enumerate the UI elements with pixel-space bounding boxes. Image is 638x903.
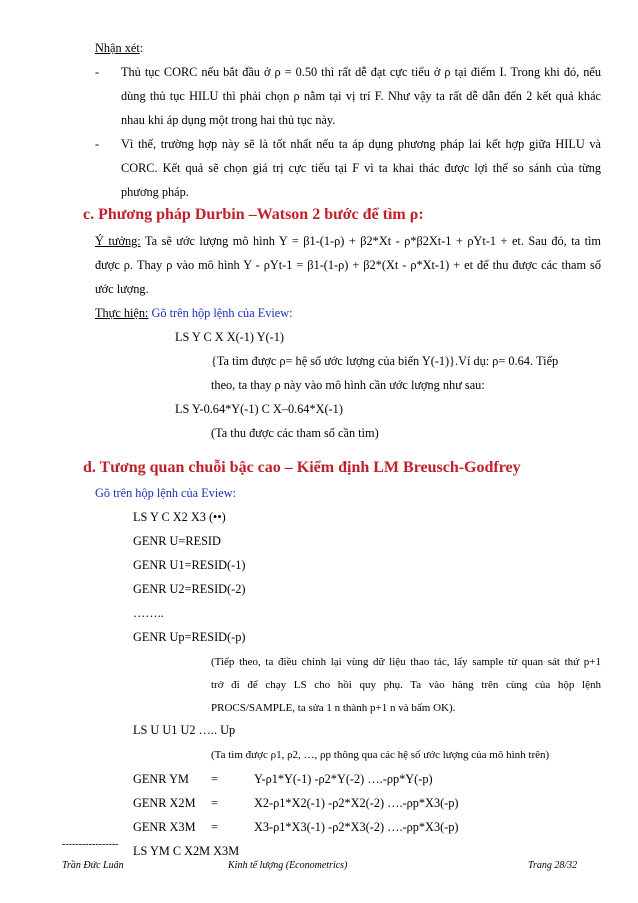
footer-rule: -----------------: [62, 839, 119, 850]
command-line: GENR Up=RESID(-p): [133, 630, 246, 644]
command-line: GENR U=RESID: [133, 534, 221, 548]
note-rho: (Ta tìm được ρ1, ρ2, …, ρp thông qua các hệ số ước lượng của mô hình trên): [211, 749, 550, 761]
section-d-heading: d. Tương quan chuỗi bậc cao – Kiểm định LM Breusch-Godfrey: [83, 459, 521, 476]
footer-course: Kinh tế lượng (Econometrics): [228, 860, 348, 871]
command-line: GENR U1=RESID(-1): [133, 558, 246, 572]
genr-equals: =: [211, 820, 218, 834]
bullet-dash: -: [95, 137, 100, 151]
note-sample-line-3: PROCS/SAMPLE, ta sửa 1 n thành p+1 n và bấm OK).: [211, 702, 456, 714]
genr-expression: X2-ρ1*X2(-1) -ρ2*X2(-2) ….-ρp*X3(-p): [254, 796, 459, 810]
command-ls-y-c-x: LS Y C X X(-1) Y(-1): [175, 330, 284, 344]
remark-bullet-1-line-2: dùng thủ tục HILU thì phải chọn ρ nằm tại vị trí F. Như vậy ta rất dễ dẫn đến 2 kết quả khác: [121, 89, 601, 103]
genr-label: GENR YM: [133, 772, 189, 786]
footer-page-number: Trang 28/32: [528, 860, 578, 871]
remark-bullet-2-line-3: phương pháp.: [121, 185, 189, 199]
remark-bullet-2-line-1: Vì thế, trường hợp này sẽ là tốt nhất nếu ta áp dụng phương pháp lai kết hợp giữa HILU và: [121, 137, 601, 151]
command-line: ……..: [133, 606, 164, 620]
command-line: GENR U2=RESID(-2): [133, 582, 246, 596]
command-final: LS YM C X2M X3M: [133, 844, 240, 858]
genr-expression: Y-ρ1*Y(-1) -ρ2*Y(-2) ….-ρp*Y(-p): [254, 772, 433, 786]
idea-line-2: được ρ. Thay ρ vào mô hình Y - ρYt-1 = β1-(1-ρ) + β2*(Xt - ρ*Xt-1) + et để thu được các tham số: [95, 258, 601, 272]
idea-line-1: Ý tưởng: Ta sẽ ước lượng mô hình Y = β1-(1-ρ) + β2*Xt - ρ*β2Xt-1 + ρYt-1 + et. Sau đó, ta tìm: [95, 234, 601, 248]
eview-intro: Gõ trên hộp lệnh của Eview:: [95, 486, 237, 500]
remark-bullet-2-line-2: CORC. Kết quả sẽ chọn giá trị cực tiểu tại F vì ta khai thác được lợi thế so sánh của từng: [121, 161, 601, 175]
remark-bullet-1-line-1: Thủ tục CORC nếu bắt đầu ở ρ = 0.50 thì rất dễ đạt cực tiểu ở ρ tại điểm I. Trong khi đó, nếu: [121, 65, 601, 79]
note-line-1: {Ta tìm được ρ= hệ số ước lượng của biến Y(-1)}.Ví dụ: ρ= 0.64. Tiếp: [211, 354, 559, 368]
note-sample-line-1: (Tiếp theo, ta điều chỉnh lại vùng dữ liệu thao tác, lấy sample từ quan sát thứ p+1: [211, 656, 601, 668]
genr-equals: =: [211, 772, 218, 786]
genr-expression: X3-ρ1*X3(-1) -ρ2*X3(-2) ….-ρp*X3(-p): [254, 820, 459, 834]
command-line: LS Y C X2 X3 (••): [133, 510, 226, 524]
genr-label: GENR X2M: [133, 796, 196, 810]
command-ls-u: LS U U1 U2 ….. Up: [133, 723, 236, 737]
note-line-2: theo, ta thay ρ này vào mô hình cần ước lượng như sau:: [211, 378, 485, 392]
genr-equals: =: [211, 796, 218, 810]
footer-author: Trần Đức Luân: [62, 860, 124, 871]
note-sample-line-2: trở đi để chạy LS cho hồi quy phụ. Ta vào hàng trên cùng của hộp lệnh: [211, 679, 601, 691]
note-line-3: (Ta thu được các tham số cần tìm): [211, 426, 379, 440]
genr-label: GENR X3M: [133, 820, 196, 834]
section-c-heading: c. Phương pháp Durbin –Watson 2 bước để tìm ρ:: [83, 206, 424, 223]
remark-title: Nhận xét:: [95, 41, 144, 55]
remark-bullet-1-line-3: nhau khi áp dụng một trong hai thủ tục này.: [121, 113, 336, 127]
idea-line-3: ước lượng.: [95, 282, 149, 296]
bullet-dash: -: [95, 65, 100, 79]
command-ls-transformed: LS Y-0.64*Y(-1) C X–0.64*X(-1): [175, 402, 343, 416]
impl-line: Thực hiện: Gõ trên hộp lệnh của Eview:: [95, 306, 293, 320]
